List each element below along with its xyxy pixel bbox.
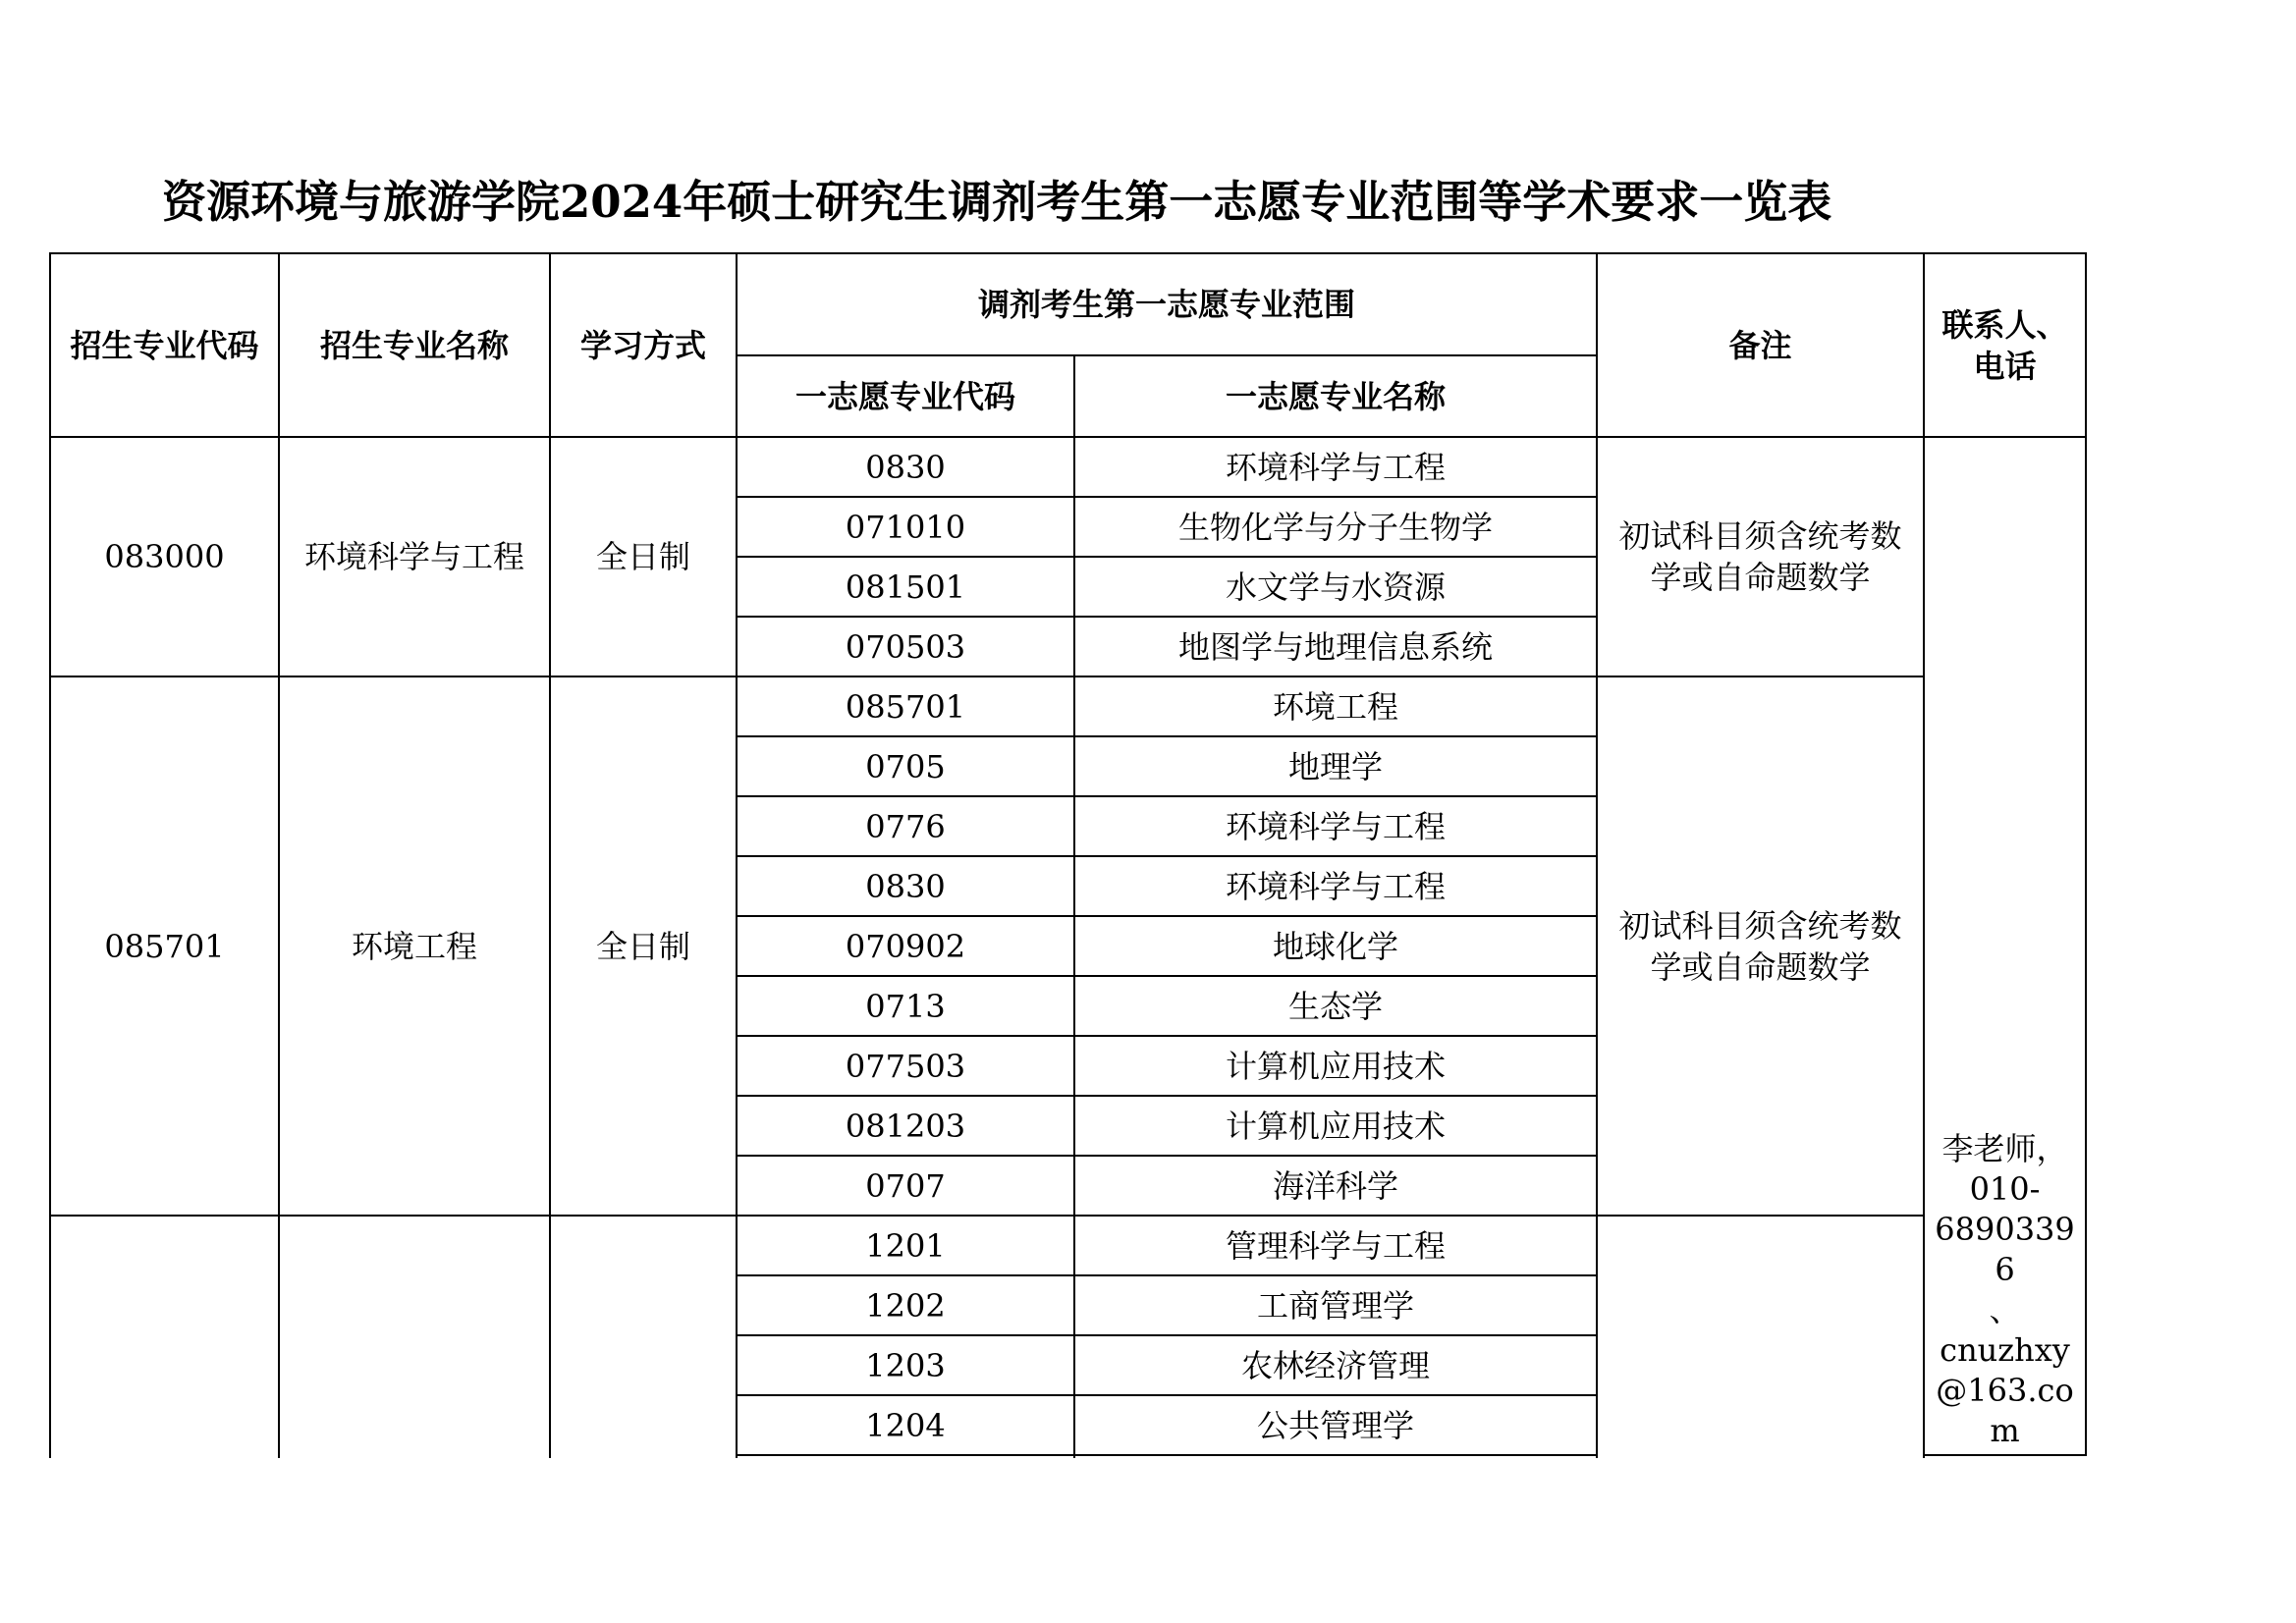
table-row — [50, 437, 2086, 497]
table-viewport — [49, 252, 2087, 1458]
first-choice-name: 管理科学与工程 — [1074, 1216, 1597, 1275]
contact-info — [1924, 437, 2086, 1455]
header-first-choice-name: 一志愿专业名称 — [1074, 355, 1597, 437]
first-choice-code: 070503 — [737, 617, 1074, 676]
first-choice-code: 0830 — [737, 856, 1074, 916]
first-choice-code: 0705 — [737, 736, 1074, 796]
group-major-name: 环境科学与工程 — [279, 437, 550, 676]
first-choice-code: 0707 — [737, 1156, 1074, 1216]
first-choice-code: 085701 — [737, 676, 1074, 736]
first-choice-code: 081203 — [737, 1096, 1074, 1156]
group-major-code — [50, 1216, 279, 1458]
group-study-mode: 全日制 — [550, 676, 737, 1216]
first-choice-name: 环境科学与工程 — [1074, 796, 1597, 856]
first-choice-code: 0776 — [737, 796, 1074, 856]
group-major-code: 085701 — [50, 676, 279, 1216]
first-choice-code: 070902 — [737, 916, 1074, 976]
header-major-name: 招生专业名称 — [279, 253, 550, 437]
contact-email: cnuzhxy@163.com — [1936, 1330, 2074, 1449]
first-choice-name: 水文学与水资源 — [1074, 557, 1597, 617]
first-choice-name: 环境科学与工程 — [1074, 437, 1597, 497]
first-choice-code: 1203 — [737, 1335, 1074, 1395]
first-choice-name: 计算机应用技术 — [1074, 1096, 1597, 1156]
group-remarks: 初试科目须含统考数学或自命题数学 — [1597, 676, 1924, 1216]
first-choice-code: 077503 — [737, 1036, 1074, 1096]
first-choice-code: 1201 — [737, 1216, 1074, 1275]
group-remarks: 初试科目须含统考数学或自命题数学 — [1597, 437, 1924, 676]
first-choice-code: 1202 — [737, 1275, 1074, 1335]
group-major-code: 083000 — [50, 437, 279, 676]
table-row — [50, 1216, 2086, 1275]
first-choice-name: 农林经济管理 — [1074, 1335, 1597, 1395]
header-first-choice-range: 调剂考生第一志愿专业范围 — [737, 253, 1597, 355]
first-choice-name: 计算机应用技术 — [1074, 1036, 1597, 1096]
first-choice-name: 工商管理学 — [1074, 1275, 1597, 1335]
first-choice-code: 1204 — [737, 1395, 1074, 1455]
contact-person: 李老师， — [1941, 1129, 2068, 1167]
group-major-name — [279, 1216, 550, 1458]
first-choice-name — [1074, 1455, 1597, 1458]
header-first-choice-code: 一志愿专业代码 — [737, 355, 1074, 437]
first-choice-name: 生态学 — [1074, 976, 1597, 1036]
first-choice-name: 环境工程 — [1074, 676, 1597, 736]
header-contact: 联系人、电话 — [1924, 253, 2086, 437]
header-major-code: 招生专业代码 — [50, 253, 279, 437]
contact-phone-prefix: 010- — [1969, 1169, 2041, 1208]
group-study-mode — [550, 1216, 737, 1458]
contact-phone-number: 68903396 — [1935, 1210, 2075, 1288]
group-remarks — [1597, 1216, 1924, 1458]
contact-separator: 、 — [1989, 1290, 2021, 1328]
first-choice-code: 071010 — [737, 497, 1074, 557]
page-title: 资源环境与旅游学院2024年硕士研究生调剂考生第一志愿专业范围等学术要求一览表 — [162, 176, 1832, 228]
header-remarks: 备注 — [1597, 253, 1924, 437]
group-major-name: 环境工程 — [279, 676, 550, 1216]
first-choice-name: 地球化学 — [1074, 916, 1597, 976]
header-study-mode: 学习方式 — [550, 253, 737, 437]
first-choice-code: 081501 — [737, 557, 1074, 617]
first-choice-code: 0830 — [737, 437, 1074, 497]
first-choice-name: 地理学 — [1074, 736, 1597, 796]
first-choice-name: 海洋科学 — [1074, 1156, 1597, 1216]
first-choice-code: 0713 — [737, 976, 1074, 1036]
first-choice-name: 环境科学与工程 — [1074, 856, 1597, 916]
first-choice-name: 地图学与地理信息系统 — [1074, 617, 1597, 676]
group-study-mode: 全日制 — [550, 437, 737, 676]
requirements-table — [49, 252, 2087, 1458]
table-row — [50, 676, 2086, 736]
first-choice-name: 公共管理学 — [1074, 1395, 1597, 1455]
first-choice-code — [737, 1455, 1074, 1458]
first-choice-name: 生物化学与分子生物学 — [1074, 497, 1597, 557]
